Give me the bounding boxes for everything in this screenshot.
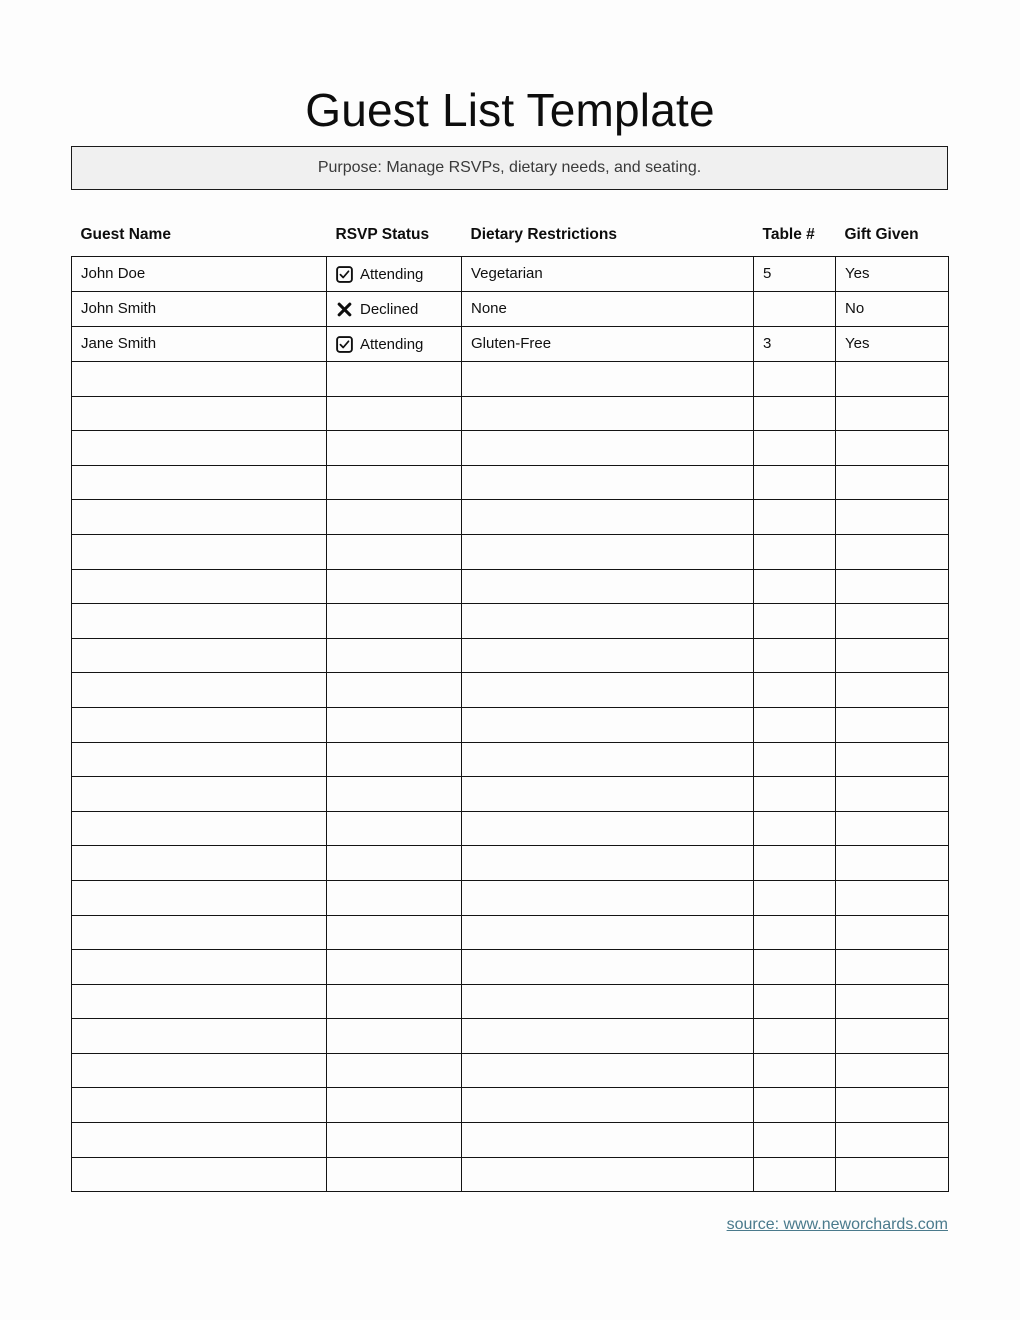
cell-guest-name — [72, 984, 327, 1019]
cell-guest-name — [72, 742, 327, 777]
cell-table-number — [754, 569, 836, 604]
cell-guest-name — [72, 846, 327, 881]
table-row-empty — [72, 465, 949, 500]
cell-table-number — [754, 811, 836, 846]
table-row — [72, 257, 949, 292]
cell-gift-given — [836, 1019, 949, 1054]
table-row — [72, 292, 949, 327]
column-header-gift-given: Gift Given — [844, 226, 919, 243]
table-row-empty — [72, 396, 949, 431]
cell-dietary-restrictions: Vegetarian — [462, 257, 754, 292]
cell-gift-given — [836, 465, 949, 500]
cell-gift-given — [836, 984, 949, 1019]
cell-guest-name — [72, 915, 327, 950]
cell-table-number — [754, 604, 836, 639]
cell-rsvp-status — [327, 604, 462, 639]
cell-table-number — [754, 915, 836, 950]
table-header-row — [72, 222, 949, 257]
table-row-empty — [72, 915, 949, 950]
cell-table-number: 3 — [754, 327, 836, 362]
cell-rsvp-status — [327, 742, 462, 777]
table-header — [72, 222, 949, 257]
cell-guest-name — [72, 1053, 327, 1088]
cell-dietary-restrictions — [462, 500, 754, 535]
guest-table-container — [71, 222, 948, 1192]
cell-guest-name — [72, 950, 327, 985]
cell-rsvp-status — [327, 638, 462, 673]
cell-guest-name — [72, 396, 327, 431]
cell-rsvp-status — [327, 707, 462, 742]
cell-table-number — [754, 1157, 836, 1192]
cell-table-number — [754, 534, 836, 569]
cell-dietary-restrictions — [462, 880, 754, 915]
cell-dietary-restrictions — [462, 1088, 754, 1123]
purpose-text: Purpose: Manage RSVPs, dietary needs, and seating. — [317, 159, 702, 176]
table-row-empty — [72, 880, 949, 915]
cell-gift-given — [836, 500, 949, 535]
cell-dietary-restrictions: Gluten-Free — [462, 327, 754, 362]
cell-guest-name — [72, 431, 327, 466]
checkbox-checked-icon — [336, 336, 353, 353]
cell-dietary-restrictions — [462, 604, 754, 639]
checkbox-checked-icon — [336, 266, 353, 283]
cell-dietary-restrictions — [462, 1053, 754, 1088]
cell-gift-given — [836, 638, 949, 673]
page-title: Guest List Template — [305, 84, 715, 136]
table-row-empty — [72, 500, 949, 535]
cell-table-number — [754, 638, 836, 673]
cell-dietary-restrictions — [462, 742, 754, 777]
cell-table-number — [754, 777, 836, 812]
cell-gift-given — [836, 707, 949, 742]
cell-dietary-restrictions — [462, 638, 754, 673]
cell-dietary-restrictions — [462, 846, 754, 881]
cell-gift-given — [836, 1123, 949, 1158]
cell-rsvp-status — [327, 950, 462, 985]
cell-dietary-restrictions — [462, 1019, 754, 1054]
cell-guest-name — [72, 1123, 327, 1158]
cell-rsvp-status — [327, 1123, 462, 1158]
cell-gift-given: No — [836, 292, 949, 327]
cell-rsvp-status — [327, 257, 462, 292]
cell-table-number — [754, 673, 836, 708]
cell-rsvp-status — [327, 984, 462, 1019]
cell-table-number — [754, 1123, 836, 1158]
table-row-empty — [72, 638, 949, 673]
cell-guest-name — [72, 465, 327, 500]
cell-guest-name — [72, 500, 327, 535]
cell-table-number — [754, 880, 836, 915]
cell-rsvp-status — [327, 362, 462, 397]
rsvp-status-group — [336, 327, 452, 361]
cell-table-number — [754, 984, 836, 1019]
rsvp-status-label: Attending — [360, 265, 424, 283]
cell-table-number — [754, 1088, 836, 1123]
cell-guest-name — [72, 1088, 327, 1123]
cell-guest-name — [72, 707, 327, 742]
cell-rsvp-status — [327, 500, 462, 535]
cell-table-number — [754, 292, 836, 327]
cell-guest-name — [72, 604, 327, 639]
cell-dietary-restrictions — [462, 534, 754, 569]
cell-table-number: 5 — [754, 257, 836, 292]
table-row-empty — [72, 431, 949, 466]
rsvp-status-group — [336, 257, 452, 291]
cell-rsvp-status — [327, 1088, 462, 1123]
cell-table-number — [754, 431, 836, 466]
x-mark-icon — [336, 301, 353, 318]
table-row-empty — [72, 984, 949, 1019]
table-row-empty — [72, 707, 949, 742]
cell-rsvp-status — [327, 777, 462, 812]
cell-table-number — [754, 846, 836, 881]
cell-dietary-restrictions — [462, 915, 754, 950]
guest-table — [71, 222, 949, 1192]
cell-guest-name — [72, 811, 327, 846]
cell-guest-name — [72, 534, 327, 569]
cell-rsvp-status — [327, 327, 462, 362]
cell-rsvp-status — [327, 431, 462, 466]
cell-dietary-restrictions — [462, 465, 754, 500]
table-row-empty — [72, 1053, 949, 1088]
cell-gift-given — [836, 915, 949, 950]
cell-rsvp-status — [327, 1157, 462, 1192]
cell-dietary-restrictions — [462, 569, 754, 604]
cell-gift-given — [836, 396, 949, 431]
rsvp-status-label: Declined — [360, 300, 419, 318]
cell-dietary-restrictions — [462, 811, 754, 846]
cell-rsvp-status — [327, 811, 462, 846]
rsvp-status-label: Attending — [360, 335, 424, 353]
cell-rsvp-status — [327, 673, 462, 708]
cell-guest-name — [72, 638, 327, 673]
cell-gift-given — [836, 846, 949, 881]
cell-table-number — [754, 465, 836, 500]
cell-guest-name — [72, 1019, 327, 1054]
column-header-rsvp-status: RSVP Status — [335, 226, 430, 243]
cell-table-number — [754, 362, 836, 397]
table-row-empty — [72, 604, 949, 639]
cell-gift-given — [836, 742, 949, 777]
cell-rsvp-status — [327, 846, 462, 881]
table-row-empty — [72, 1123, 949, 1158]
cell-table-number — [754, 396, 836, 431]
source-link[interactable]: source: www.neworchards.com — [726, 1216, 948, 1233]
table-row-empty — [72, 742, 949, 777]
cell-gift-given — [836, 811, 949, 846]
table-row-empty — [72, 811, 949, 846]
cell-dietary-restrictions: None — [462, 292, 754, 327]
cell-gift-given: Yes — [836, 257, 949, 292]
table-row-empty — [72, 1019, 949, 1054]
column-header-table-number: Table # — [762, 226, 815, 243]
cell-guest-name — [72, 362, 327, 397]
table-row-empty — [72, 1157, 949, 1192]
table-row — [72, 327, 949, 362]
table-row-empty — [72, 1088, 949, 1123]
cell-guest-name — [72, 673, 327, 708]
cell-rsvp-status — [327, 534, 462, 569]
cell-guest-name: John Doe — [72, 257, 327, 292]
cell-rsvp-status — [327, 1019, 462, 1054]
table-row-empty — [72, 362, 949, 397]
table-row-empty — [72, 950, 949, 985]
cell-table-number — [754, 707, 836, 742]
column-header-guest-name: Guest Name — [80, 226, 171, 243]
cell-dietary-restrictions — [462, 1157, 754, 1192]
cell-table-number — [754, 742, 836, 777]
cell-table-number — [754, 950, 836, 985]
cell-gift-given — [836, 1053, 949, 1088]
cell-guest-name: Jane Smith — [72, 327, 327, 362]
cell-dietary-restrictions — [462, 431, 754, 466]
cell-rsvp-status — [327, 292, 462, 327]
cell-dietary-restrictions — [462, 673, 754, 708]
table-row-empty — [72, 846, 949, 881]
cell-guest-name — [72, 569, 327, 604]
cell-dietary-restrictions — [462, 950, 754, 985]
cell-gift-given — [836, 950, 949, 985]
cell-guest-name — [72, 777, 327, 812]
table-body — [72, 257, 949, 1192]
table-row-empty — [72, 777, 949, 812]
cell-rsvp-status — [327, 915, 462, 950]
cell-gift-given — [836, 604, 949, 639]
table-row-empty — [72, 673, 949, 708]
cell-dietary-restrictions — [462, 362, 754, 397]
cell-gift-given — [836, 534, 949, 569]
column-header-dietary-restrictions: Dietary Restrictions — [470, 226, 617, 243]
table-row-empty — [72, 534, 949, 569]
cell-gift-given — [836, 880, 949, 915]
cell-guest-name: John Smith — [72, 292, 327, 327]
cell-gift-given — [836, 777, 949, 812]
cell-gift-given — [836, 431, 949, 466]
cell-dietary-restrictions — [462, 396, 754, 431]
cell-table-number — [754, 1019, 836, 1054]
cell-rsvp-status — [327, 396, 462, 431]
cell-gift-given — [836, 673, 949, 708]
cell-table-number — [754, 500, 836, 535]
table-row-empty — [72, 569, 949, 604]
cell-rsvp-status — [327, 880, 462, 915]
cell-table-number — [754, 1053, 836, 1088]
cell-dietary-restrictions — [462, 984, 754, 1019]
cell-gift-given — [836, 362, 949, 397]
cell-gift-given: Yes — [836, 327, 949, 362]
cell-guest-name — [72, 1157, 327, 1192]
cell-dietary-restrictions — [462, 777, 754, 812]
cell-guest-name — [72, 880, 327, 915]
cell-dietary-restrictions — [462, 707, 754, 742]
cell-dietary-restrictions — [462, 1123, 754, 1158]
cell-rsvp-status — [327, 465, 462, 500]
cell-rsvp-status — [327, 1053, 462, 1088]
cell-rsvp-status — [327, 569, 462, 604]
cell-gift-given — [836, 1088, 949, 1123]
cell-gift-given — [836, 569, 949, 604]
purpose-banner — [71, 146, 948, 190]
rsvp-status-group — [336, 292, 452, 326]
cell-gift-given — [836, 1157, 949, 1192]
